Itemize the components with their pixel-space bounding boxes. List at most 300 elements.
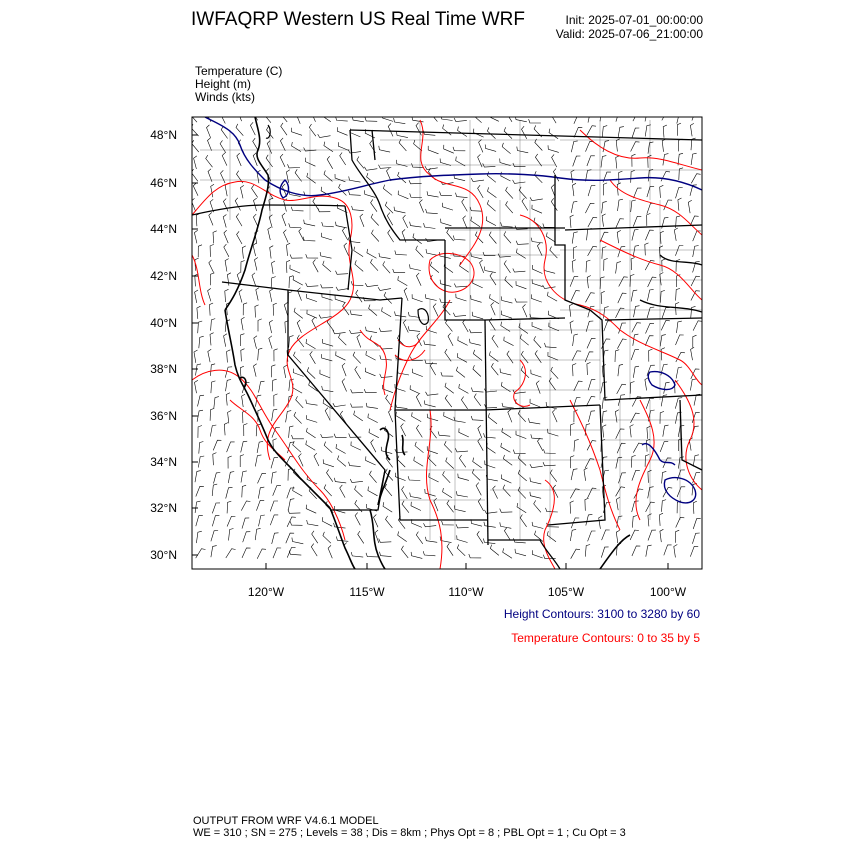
wind-barb: [461, 397, 467, 409]
wind-barb: [506, 201, 513, 213]
wind-barb: [446, 458, 454, 469]
wind-barb: [535, 171, 543, 183]
wind-barb: [442, 203, 453, 210]
wind-barb: [253, 214, 258, 227]
wind-barb: [194, 230, 197, 243]
wind-barb: [306, 400, 318, 406]
lat-label: 42°N: [150, 269, 177, 283]
wind-barb: [288, 510, 301, 514]
wind-barb: [617, 339, 626, 349]
wind-barb: [550, 470, 557, 482]
wind-barb: [255, 528, 260, 540]
wind-barb: [366, 553, 378, 557]
wind-barb: [504, 261, 510, 273]
wind-barb: [530, 492, 541, 499]
wind-barb: [585, 203, 594, 213]
wind-barb: [309, 381, 318, 391]
wind-barb: [342, 379, 347, 392]
wind-barb: [396, 403, 408, 408]
wind-barb: [543, 224, 555, 228]
wind-barb: [250, 122, 255, 135]
wind-barb: [253, 243, 256, 256]
wind-barb: [615, 350, 619, 362]
wind-barb: [531, 238, 543, 243]
wind-barb: [322, 386, 334, 392]
wind-barb: [458, 474, 469, 481]
wind-barb: [433, 304, 438, 317]
wind-barb: [615, 410, 619, 423]
wind-barb: [646, 323, 655, 333]
wind-barb: [306, 283, 319, 287]
wind-barb: [447, 500, 454, 512]
wind-barb: [426, 249, 437, 255]
wind-barb: [414, 140, 422, 151]
wind-barb: [196, 531, 201, 543]
wind-barb: [484, 433, 496, 438]
wind-barb: [456, 157, 466, 166]
wind-barb: [242, 394, 245, 407]
wind-barb: [272, 379, 276, 391]
wind-barb: [508, 409, 512, 422]
wind-barb: [355, 513, 360, 526]
wind-barb: [646, 545, 652, 557]
lon-label: 110°W: [448, 585, 484, 599]
wind-barb: [416, 532, 423, 544]
wind-barb: [291, 207, 303, 211]
wind-barb: [401, 423, 406, 436]
wind-barb: [572, 232, 578, 244]
wind-barb: [395, 251, 407, 256]
wind-barb: [340, 153, 346, 166]
wind-barb: [486, 216, 496, 225]
wind-barb: [488, 413, 497, 424]
lat-label: 36°N: [150, 409, 177, 423]
wind-barb: [379, 146, 390, 152]
wind-barb: [601, 547, 608, 558]
wind-barb: [210, 408, 214, 420]
wind-barb: [543, 462, 556, 466]
wind-barb: [691, 174, 700, 184]
wind-barb: [676, 530, 680, 543]
wind-barb: [444, 412, 454, 421]
wind-barb: [339, 334, 347, 345]
wind-barb: [429, 455, 437, 466]
wind-barb: [553, 409, 558, 422]
wind-barb: [425, 489, 436, 496]
wind-barb: [208, 138, 212, 151]
wind-barb: [693, 321, 702, 331]
wind-barb: [536, 381, 540, 394]
wind-barb: [615, 219, 624, 229]
wind-barb: [602, 411, 607, 423]
wind-barb: [211, 531, 218, 542]
wind-barb: [336, 222, 347, 228]
wind-barb: [425, 166, 438, 169]
wind-barb: [570, 501, 574, 514]
wind-barb: [645, 378, 649, 391]
wind-barb: [446, 319, 453, 331]
wind-barb: [675, 302, 679, 315]
wind-barb: [258, 487, 264, 499]
wind-barb: [293, 384, 303, 393]
wind-barb: [427, 191, 439, 197]
wind-barb: [211, 381, 216, 393]
wind-barb: [492, 335, 498, 347]
wind-barb: [631, 258, 635, 271]
wind-barb: [272, 427, 280, 437]
wind-barb: [211, 364, 216, 376]
wind-barb: [478, 185, 484, 198]
wind-barb: [472, 469, 480, 480]
wind-barb: [546, 402, 557, 409]
wind-barb: [571, 141, 577, 152]
wind-barb: [413, 369, 423, 377]
wind-barb: [480, 260, 484, 273]
wind-barb: [241, 471, 247, 483]
wind-barb: [364, 167, 377, 171]
wind-barb: [241, 185, 244, 198]
wind-barb: [306, 505, 316, 514]
wind-barb: [601, 156, 606, 168]
wind-barb: [587, 276, 591, 289]
wind-barb: [693, 455, 699, 467]
wind-barb: [429, 473, 439, 482]
model-info-line-2: WE = 310 ; SN = 275 ; Levels = 38 ; Dis = 8km ; Phys Opt = 8 ; PBL Opt = 1 ; Cu Opt = 3: [193, 827, 626, 839]
wind-barb: [572, 260, 576, 273]
wind-barb: [307, 173, 316, 183]
wind-barb: [537, 243, 542, 256]
wind-barb: [273, 486, 281, 496]
wind-barb: [227, 350, 231, 363]
wind-barb: [194, 156, 197, 169]
wind-barb: [423, 551, 435, 556]
wind-barb: [385, 484, 392, 496]
wind-barb: [448, 333, 453, 346]
wind-barb: [677, 112, 684, 123]
wind-barb: [225, 183, 228, 196]
wind-barb: [354, 247, 363, 257]
wind-barb: [519, 187, 526, 199]
wind-barb: [677, 487, 685, 497]
wind-barb: [256, 500, 264, 510]
wind-barb: [365, 117, 377, 121]
wind-barb: [529, 119, 541, 123]
wind-barb: [649, 349, 653, 362]
wind-barb: [477, 531, 483, 543]
lat-label: 44°N: [150, 222, 177, 236]
wind-barb: [631, 455, 635, 467]
wind-barb: [320, 252, 331, 258]
wind-barb: [631, 413, 640, 423]
wind-barb: [518, 487, 526, 499]
wind-barb: [489, 232, 496, 244]
wind-barb: [600, 277, 604, 289]
wind-barb: [409, 180, 422, 184]
wind-barb: [507, 351, 513, 363]
wind-barb: [483, 163, 496, 167]
wind-barb: [648, 470, 652, 483]
wind-barb: [513, 180, 526, 184]
wind-barb: [438, 431, 450, 436]
wind-barb: [545, 343, 557, 348]
wind-barb: [221, 170, 226, 183]
wind-barb: [208, 288, 211, 301]
wind-barb: [693, 246, 699, 258]
wind-barb: [440, 192, 452, 196]
wind-barb: [228, 456, 232, 469]
wind-barb: [356, 290, 362, 302]
wind-barb: [306, 339, 316, 349]
wind-barb: [648, 487, 654, 499]
wind-barb: [379, 165, 392, 169]
wind-barb: [226, 380, 232, 392]
wind-barb: [412, 294, 423, 302]
wind-barb: [584, 468, 588, 481]
wind-barb: [506, 109, 512, 122]
wind-barb: [431, 275, 438, 287]
temperature-contours: [192, 120, 702, 569]
wind-barb: [632, 501, 639, 512]
wind-barb: [238, 108, 242, 121]
wind-barb: [587, 126, 596, 136]
wind-barb: [440, 159, 451, 166]
wind-barb: [501, 222, 513, 227]
lat-label: 38°N: [150, 362, 177, 376]
wind-barb: [257, 549, 266, 559]
wind-barb: [213, 231, 217, 244]
wind-barb: [490, 273, 496, 286]
wind-barb: [531, 294, 542, 302]
wind-barb: [490, 294, 500, 304]
wind-barb: [294, 308, 303, 319]
wind-barb: [585, 545, 590, 557]
wind-barb: [266, 155, 273, 167]
wind-barb: [470, 339, 481, 346]
wind-barb: [573, 334, 578, 346]
wind-barb: [296, 396, 304, 408]
wind-barb: [324, 171, 332, 182]
wind-barb: [224, 244, 229, 257]
wind-barb: [616, 111, 623, 122]
wind-barb: [616, 487, 625, 497]
wind-barb: [660, 290, 665, 302]
wind-barb: [645, 110, 652, 121]
wind-barb: [571, 456, 575, 469]
wind-barb: [548, 352, 558, 360]
wind-barb: [417, 333, 422, 346]
field-temperature: Temperature (C): [195, 64, 283, 78]
wind-barb: [253, 138, 259, 151]
wind-barb: [284, 303, 287, 316]
wind-barb: [571, 170, 574, 183]
wind-barb: [344, 243, 349, 256]
wind-barb: [459, 455, 465, 467]
wind-barb: [535, 139, 543, 151]
lon-label: 115°W: [349, 585, 385, 599]
wind-barb: [380, 374, 393, 378]
wind-barb: [310, 351, 316, 364]
wind-barb: [385, 202, 393, 214]
wind-barb: [226, 549, 236, 558]
wind-barb: [210, 273, 214, 285]
wind-barb: [534, 500, 541, 512]
lat-label: 48°N: [150, 128, 177, 142]
wind-barb: [469, 554, 481, 558]
wind-barb: [602, 214, 606, 227]
wind-barb: [294, 412, 302, 424]
wind-barb: [368, 414, 378, 423]
wind-barb: [645, 336, 653, 346]
wind-barb: [478, 498, 483, 511]
wind-barb: [383, 185, 392, 196]
wind-barb: [270, 501, 278, 511]
wind-barb: [587, 156, 595, 166]
wind-barb: [633, 443, 642, 453]
wind-barb: [259, 515, 265, 526]
wind-barb: [455, 448, 468, 452]
wind-barb: [574, 439, 579, 451]
wind-barb: [211, 319, 216, 331]
wind-barb: [240, 455, 244, 467]
wind-barb: [588, 531, 596, 541]
wind-barb: [645, 243, 649, 256]
wind-barb: [678, 457, 683, 469]
wind-barb: [270, 289, 273, 302]
wind-barb: [487, 200, 495, 211]
wind-barb: [588, 185, 595, 196]
wind-barb: [209, 260, 214, 273]
wind-barb: [586, 293, 595, 303]
wind-barb: [398, 172, 406, 183]
wind-barb: [339, 184, 347, 195]
wind-barb: [538, 438, 543, 451]
wind-barb: [352, 206, 364, 211]
wind-barb: [350, 310, 362, 315]
wind-barb: [272, 409, 278, 421]
wind-barb: [571, 423, 575, 435]
wind-barb: [199, 442, 204, 454]
wind-barb: [660, 335, 666, 347]
wind-barb: [214, 473, 221, 484]
wind-barb: [284, 230, 289, 243]
wind-barb: [447, 229, 454, 241]
wind-barb: [388, 230, 394, 242]
wind-barb: [616, 139, 620, 152]
wind-barb: [690, 379, 696, 391]
wind-barb: [369, 429, 379, 438]
wind-barb: [600, 109, 605, 121]
wind-barb: [350, 479, 363, 483]
wind-barb: [570, 215, 574, 228]
wind-barb: [476, 483, 481, 496]
wind-barb: [357, 157, 364, 169]
wind-barb: [290, 265, 300, 273]
wind-barb: [365, 283, 378, 287]
wind-barb: [259, 381, 265, 392]
wind-barb: [530, 197, 543, 200]
wind-barb: [289, 426, 294, 438]
wind-barb: [370, 471, 377, 483]
field-height: Height (m): [195, 77, 252, 91]
wind-barb: [616, 457, 622, 468]
wind-barb: [309, 124, 316, 136]
wind-barb: [210, 425, 216, 437]
wind-barb: [547, 531, 556, 542]
wind-barb: [647, 186, 654, 197]
wind-barb: [241, 317, 244, 330]
wind-barb: [307, 520, 319, 526]
wind-barb: [551, 198, 557, 210]
wind-barb: [532, 279, 543, 286]
wind-barb: [211, 184, 214, 197]
wind-barb: [618, 293, 627, 303]
wind-barb: [442, 521, 454, 525]
lon-label: 100°W: [649, 585, 687, 599]
wind-barb: [206, 155, 213, 167]
wind-barb: [318, 208, 331, 212]
model-info-line-1: OUTPUT FROM WRF V4.6.1 MODEL: [193, 815, 379, 827]
wind-barb: [443, 125, 452, 136]
wind-barb: [570, 489, 579, 499]
wind-barb: [294, 352, 302, 364]
wind-barb: [274, 394, 278, 407]
wind-barb: [664, 382, 670, 394]
wind-barb: [286, 411, 292, 423]
wind-barb: [413, 233, 422, 243]
wind-barb: [692, 110, 700, 120]
wind-barb: [456, 193, 468, 198]
wind-barb: [552, 154, 557, 167]
wind-barb: [571, 549, 580, 559]
wind-barb: [618, 395, 625, 406]
wind-barb: [334, 478, 346, 483]
wind-barb: [588, 217, 597, 227]
wind-barb: [501, 296, 512, 303]
wind-barb: [195, 380, 198, 393]
wind-barb: [378, 287, 391, 290]
wind-barb: [387, 168, 392, 181]
wind-barb: [616, 262, 621, 274]
wind-barb: [236, 124, 243, 136]
wind-barb: [570, 321, 574, 334]
wind-barb: [325, 408, 330, 421]
wind-barb: [602, 201, 607, 213]
wind-barb: [631, 200, 636, 212]
wind-barb: [425, 360, 437, 364]
wind-barb: [292, 435, 304, 439]
wind-barb: [396, 131, 408, 137]
wind-barb: [490, 545, 499, 556]
wind-barb: [323, 459, 334, 466]
wind-barb: [571, 469, 577, 480]
wind-barb: [416, 123, 421, 136]
wind-barb: [290, 255, 303, 259]
wind-barb: [321, 284, 334, 288]
wind-barb: [586, 141, 594, 151]
wind-barb: [445, 349, 451, 361]
wind-barb: [516, 431, 526, 439]
wind-barb: [648, 530, 656, 540]
wind-barb: [280, 138, 285, 151]
wind-barb: [389, 409, 393, 422]
wind-barb: [502, 143, 510, 154]
wind-barb: [375, 530, 379, 543]
wind-barb: [662, 500, 667, 512]
wind-barb: [256, 395, 262, 407]
wind-barb: [473, 279, 483, 288]
wind-barb: [284, 365, 287, 378]
wind-barb: [587, 441, 596, 451]
